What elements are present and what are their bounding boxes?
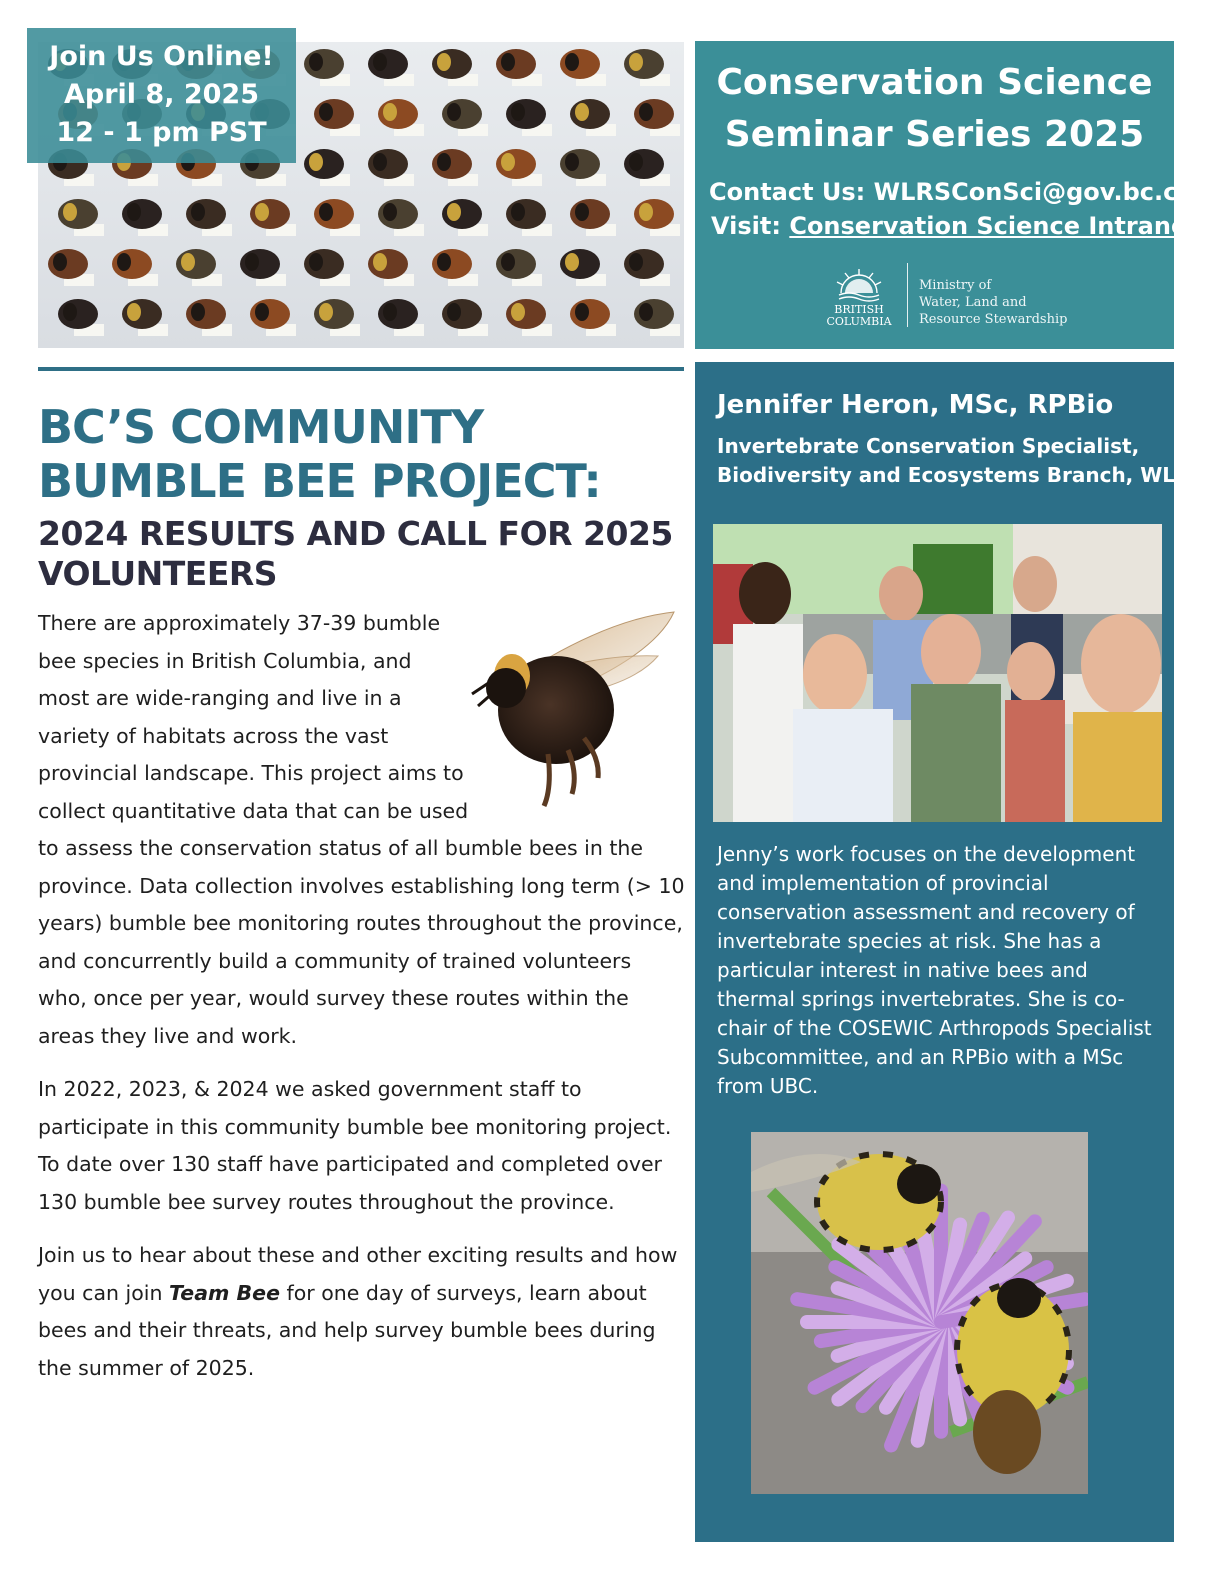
bio-line: thermal springs invertebrates. She is co- [717, 987, 1125, 1011]
cta-line2-pre: you can join [38, 1280, 169, 1305]
speaker-bio [717, 840, 1162, 1101]
event-join-label: Join Us Online! [49, 41, 274, 72]
team-bee-emphasis: Team Bee [168, 1280, 280, 1305]
intro-line: province. Data collection involves establishing long term (> 10 [38, 873, 685, 898]
visit-line [711, 209, 1199, 243]
logo-text-british: BRITISH [834, 303, 884, 316]
contact-line [709, 175, 1194, 209]
bio-line: Subcommittee, and an RPBio with a MSc [717, 1045, 1124, 1069]
intro-line: who, once per year, would survey these routes within the [38, 986, 629, 1010]
series-header-box [695, 41, 1199, 349]
contact-label: Contact Us: [709, 178, 874, 206]
logo-text-columbia: COLUMBIA [826, 315, 892, 328]
speaker-name: Jennifer Heron, MSc, RPBio [717, 390, 1114, 420]
article-subtitle-line1: 2024 RESULTS AND CALL FOR 2025 [38, 514, 673, 553]
bees-on-flower-image [751, 1132, 1088, 1494]
article-title-line1: BC’S COMMUNITY [38, 400, 484, 454]
ministry-line2: Water, Land and [919, 295, 1027, 310]
cta-line4: the summer of 2025. [38, 1355, 255, 1380]
participation-line: 130 bumble bee survey routes throughout the province. [38, 1189, 615, 1214]
bio-line: invertebrate species at risk. She has a [717, 929, 1102, 953]
team-selfie-image [713, 524, 1162, 822]
intro-line: areas they live and work. [38, 1023, 298, 1048]
speaker-role-line2: Biodiversity and Ecosystems Branch, WLRS [717, 463, 1205, 487]
intro-line: years) bumble bee monitoring routes throughout the province, [38, 911, 683, 935]
event-date: April 8, 2025 [63, 79, 260, 110]
participation-line: In 2022, 2023, & 2024 we asked government staff to [38, 1077, 582, 1101]
article-subtitle-line2: VOLUNTEERS [38, 554, 278, 593]
logo-divider [907, 263, 908, 327]
speaker-panel [695, 362, 1205, 1542]
article-title-line2: BUMBLE BEE PROJECT: [38, 454, 601, 508]
bio-line: particular interest in native bees and [717, 958, 1088, 982]
ministry-line3: Resource Stewardship [919, 312, 1068, 327]
cta-line3: bees and their threats, and help survey bumble bees during [38, 1318, 656, 1342]
ministry-line1: Ministry of [919, 278, 992, 293]
participation-line: participate in this community bumble bee monitoring project. [38, 1114, 672, 1139]
speaker-role-line1: Invertebrate Conservation Specialist, [717, 434, 1140, 458]
intranet-link[interactable]: Conservation Science Intranet [789, 212, 1199, 240]
contact-email-link[interactable]: WLRSConSci@gov.bc.ca [873, 178, 1194, 206]
intro-line: bee species in British Columbia, and [38, 648, 412, 673]
intro-line: most are wide-ranging and live in a [38, 686, 402, 710]
ministry-name [919, 277, 1067, 328]
intro-line: There are approximately 37-39 bumble [38, 611, 441, 635]
bc-government-logo [821, 259, 921, 333]
section-divider [38, 367, 684, 371]
bio-line: and implementation of provincial [717, 871, 1049, 895]
article-subtitle [38, 514, 688, 594]
article-title [38, 400, 678, 508]
cta-line2 [38, 1275, 683, 1313]
participation-paragraph [38, 1071, 683, 1221]
intro-line: provincial landscape. This project aims to [38, 761, 464, 785]
event-time: 12 - 1 pm PST [56, 117, 267, 148]
bio-line: Jenny’s work focuses on the development [717, 842, 1136, 866]
participation-line: To date over 130 staff have participated and completed over [38, 1152, 662, 1176]
team-group-photo [713, 524, 1162, 822]
series-title-line1: Conservation Science [716, 62, 1153, 103]
series-title-line2: Seminar Series 2025 [724, 114, 1145, 155]
intro-paragraph [38, 605, 683, 1055]
intro-line: to assess the conservation status of all bumble bees in the [38, 836, 644, 860]
bio-line: conservation assessment and recovery of [717, 900, 1135, 924]
speaker-role [717, 432, 1205, 490]
call-to-action-paragraph [38, 1237, 683, 1387]
intro-line: variety of habitats across the vast [38, 723, 389, 748]
cta-line1: Join us to hear about these and other exciting results and how [38, 1243, 678, 1267]
event-badge [27, 28, 296, 163]
bees-on-chive-flower-photo [751, 1132, 1088, 1494]
visit-label: Visit: [711, 212, 790, 240]
bio-line: from UBC. [717, 1074, 819, 1098]
cta-line2-post: for one day of surveys, learn about [279, 1280, 647, 1305]
intro-line: collect quantitative data that can be used [38, 798, 469, 823]
bio-line: chair of the COSEWIC Arthropods Specialist [717, 1016, 1152, 1040]
intro-line: and concurrently build a community of trained volunteers [38, 948, 632, 973]
series-title [695, 57, 1174, 161]
